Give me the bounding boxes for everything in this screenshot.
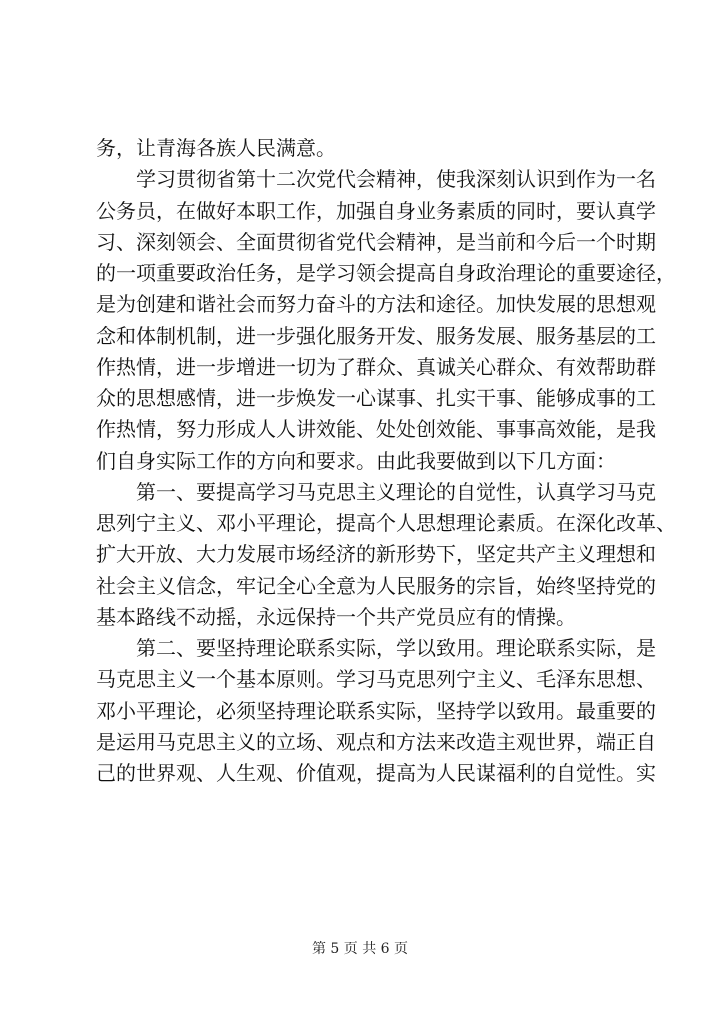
text-line-17: 第二、要坚持理论联系实际，学以致用。理论联系实际，是 [136,636,656,660]
text-line-15: 社会主义信念，牢记全心全意为人民服务的宗旨，始终坚持党的 [96,573,656,598]
body-text [96,133,676,789]
text-line-1: 务，让青海各族人民满意。 [96,136,336,160]
text-line-14: 扩大开放、大力发展市场经济的新形势下，坚定共产主义理想和 [96,542,656,567]
text-line-7: 念和体制机制，进一步强化服务开发、服务发展、服务基层的工 [96,323,656,348]
text-line-9: 众的思想感情，进一步焕发一心谋事、扎实干事、能够成事的工 [96,386,656,410]
text-line-3: 公务员，在做好本职工作，加强自身业务素质的同时，要认真学 [96,198,656,223]
text-line-6: 是为创建和谐社会而努力奋斗的方法和途径。加快发展的思想观 [96,292,656,317]
text-line-13: 思列宁主义、邓小平理论，提高个人思想理论素质。在深化改革、 [96,511,676,535]
text-line-10: 作热情，努力形成人人讲效能、处处创效能、事事高效能，是我 [96,417,656,442]
text-line-18: 马克思主义一个基本原则。学习马克思列宁主义、毛泽东思想、 [96,667,656,692]
text-line-4: 习、深刻领会、全面贯彻省党代会精神，是当前和今后一个时期 [96,229,656,254]
text-line-21: 己的世界观、人生观、价值观，提高为人民谋福利的自觉性。实 [96,761,656,785]
page-number-footer: 第 5 页 共 6 页 [311,941,409,957]
text-line-8: 作热情，进一步增进一切为了群众、真诚关心群众、有效帮助群 [96,354,656,379]
text-line-11: 们自身实际工作的方向和要求。由此我要做到以下几方面： [96,448,616,473]
text-line-16: 基本路线不动摇，永远保持一个共产党员应有的情操。 [96,604,576,629]
text-line-5: 的一项重要政治任务，是学习领会提高自身政治理论的重要途径， [96,261,676,285]
text-line-12: 第一、要提高学习马克思主义理论的自觉性，认真学习马克 [136,479,656,504]
text-line-19: 邓小平理论，必须坚持理论联系实际，坚持学以致用。最重要的 [96,698,656,723]
text-line-2: 学习贯彻省第十二次党代会精神，使我深刻认识到作为一名 [136,167,656,192]
text-line-20: 是运用马克思主义的立场、观点和方法来改造主观世界，端正自 [96,729,656,754]
